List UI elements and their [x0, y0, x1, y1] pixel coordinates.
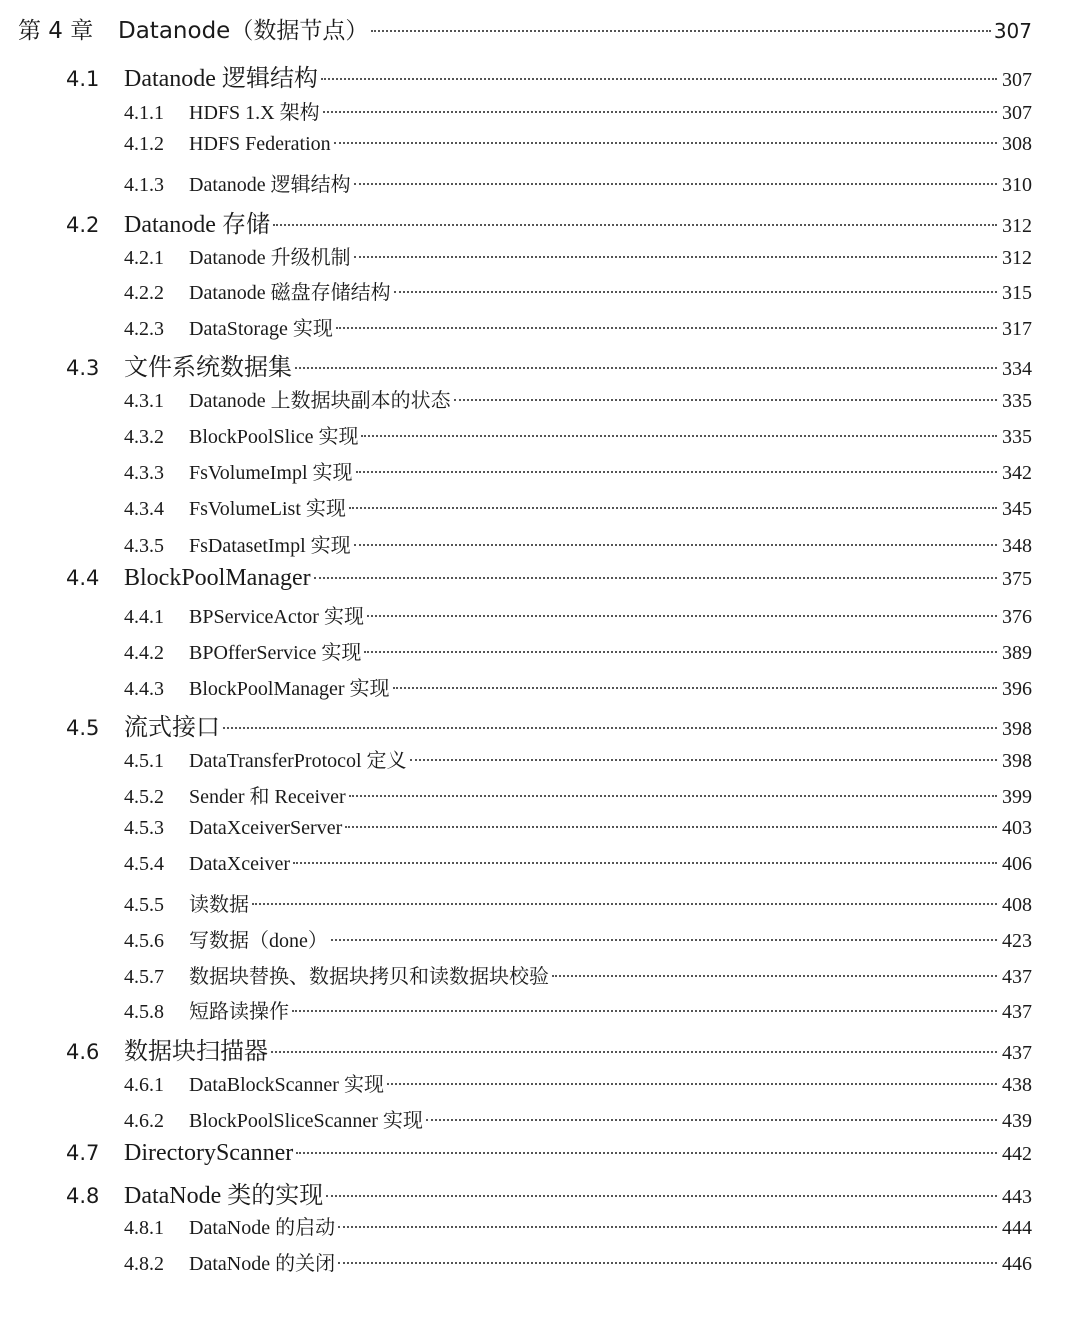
subsection-entry: [0, 924, 1032, 953]
dot-leader: [393, 687, 997, 689]
entry-title: BPServiceActor 实现: [189, 606, 364, 628]
dot-leader: [367, 615, 997, 617]
entry-number: 4.8: [66, 1184, 100, 1208]
entry-number: 4.3: [66, 356, 100, 380]
entry-title: DataNode 的启动: [189, 1217, 336, 1239]
subsection-entry: [0, 456, 1032, 485]
entry-title: Datanode 上数据块副本的状态: [189, 390, 451, 412]
entry-page-number: 437: [1002, 1001, 1032, 1023]
entry-page-number: 439: [1002, 1110, 1032, 1132]
subsection-entry: [0, 384, 1032, 413]
entry-title: DataBlockScanner 实现: [189, 1074, 384, 1096]
subsection-entry: [0, 995, 1032, 1024]
dot-leader: [354, 256, 997, 258]
entry-title: DataXceiver: [189, 853, 291, 875]
dot-leader: [338, 1262, 997, 1264]
subsection-entry: [0, 96, 1032, 125]
entry-page-number: 312: [1002, 215, 1032, 237]
entry-number: 4.4: [66, 566, 100, 590]
dot-leader: [271, 1051, 997, 1053]
entry-title: Datanode 逻辑结构: [189, 174, 351, 196]
entry-page-number: 375: [1002, 568, 1032, 590]
entry-number: 4.3.5: [124, 535, 164, 557]
subsection-entry: [0, 888, 1032, 917]
entry-title: 数据块扫描器: [124, 1039, 268, 1065]
entry-page-number: 398: [1002, 718, 1032, 740]
entry-number: 4.6: [66, 1040, 100, 1064]
subsection-entry: [0, 600, 1032, 629]
dot-leader: [410, 759, 997, 761]
dot-leader: [321, 78, 997, 80]
entry-number: 4.6.1: [124, 1074, 164, 1096]
dot-leader: [338, 1226, 997, 1228]
section-entry: [0, 1031, 1032, 1066]
entry-page-number: 307: [1002, 102, 1032, 124]
entry-page-number: 438: [1002, 1074, 1032, 1096]
entry-title: 数据块替换、数据块拷贝和读数据块校验: [189, 966, 549, 988]
section-entry: [0, 1140, 1032, 1167]
dot-leader: [454, 399, 997, 401]
entry-page-number: 345: [1002, 498, 1032, 520]
subsection-entry: [0, 636, 1032, 665]
entry-number: 4.2: [66, 213, 100, 237]
entry-number: 4.2.2: [124, 282, 164, 304]
entry-number: 4.1.3: [124, 174, 164, 196]
subsection-entry: [0, 1211, 1032, 1240]
dot-leader: [361, 435, 997, 437]
subsection-entry: [0, 817, 1032, 840]
entry-number: 4.5.5: [124, 894, 164, 916]
entry-number: 4.3.3: [124, 462, 164, 484]
subsection-entry: [0, 1104, 1032, 1133]
dot-leader: [345, 826, 997, 828]
entry-page-number: 335: [1002, 390, 1032, 412]
entry-page-number: 408: [1002, 894, 1032, 916]
entry-number: 4.5.3: [124, 817, 164, 839]
entry-number: 4.5.7: [124, 966, 164, 988]
entry-number: 4.7: [66, 1141, 100, 1165]
entry-page-number: 307: [1002, 69, 1032, 91]
dot-leader: [326, 1195, 997, 1197]
dot-leader: [273, 224, 997, 226]
entry-page-number: 403: [1002, 817, 1032, 839]
dot-leader: [354, 183, 997, 185]
entry-page-number: 406: [1002, 853, 1032, 875]
dot-leader: [295, 367, 997, 369]
dot-leader: [364, 651, 997, 653]
entry-number: 4.8.1: [124, 1217, 164, 1239]
entry-page-number: 334: [1002, 358, 1032, 380]
subsection-entry: [0, 744, 1032, 773]
entry-number: 4.3.1: [124, 390, 164, 412]
dot-leader: [314, 577, 997, 579]
entry-title: Datanode 逻辑结构: [124, 66, 318, 92]
chapter-number: 第 4 章: [18, 18, 94, 44]
subsection-entry: [0, 529, 1032, 558]
dot-leader: [426, 1119, 997, 1121]
entry-page-number: 389: [1002, 642, 1032, 664]
entry-page-number: 348: [1002, 535, 1032, 557]
entry-title: HDFS 1.X 架构: [189, 102, 320, 124]
entry-title: Datanode 磁盘存储结构: [189, 282, 391, 304]
entry-number: 4.2.3: [124, 318, 164, 340]
section-entry: [0, 347, 1032, 382]
entry-title: 短路读操作: [189, 1001, 289, 1023]
dot-leader: [336, 327, 997, 329]
entry-title: DataNode 类的实现: [124, 1183, 324, 1209]
dot-leader: [371, 30, 990, 32]
subsection-entry: [0, 960, 1032, 989]
dot-leader: [252, 903, 997, 905]
entry-number: 4.6.2: [124, 1110, 164, 1132]
entry-page-number: 446: [1002, 1253, 1032, 1275]
entry-number: 4.5.2: [124, 786, 164, 808]
section-entry: [0, 707, 1032, 742]
subsection-entry: [0, 312, 1032, 341]
entry-number: 4.1.1: [124, 102, 164, 124]
dot-leader: [293, 862, 997, 864]
entry-page-number: 317: [1002, 318, 1032, 340]
entry-title: FsVolumeList 实现: [189, 498, 346, 520]
entry-number: 4.4.3: [124, 678, 164, 700]
subsection-entry: [0, 133, 1032, 156]
entry-number: 4.4.1: [124, 606, 164, 628]
entry-page-number: 443: [1002, 1186, 1032, 1208]
entry-title: BlockPoolSliceScanner 实现: [189, 1110, 423, 1132]
entry-number: 4.5.6: [124, 930, 164, 952]
entry-title: BlockPoolManager: [124, 565, 311, 591]
entry-title: BlockPoolManager 实现: [189, 678, 390, 700]
entry-title: FsDatasetImpl 实现: [189, 535, 351, 557]
entry-page-number: 437: [1002, 1042, 1032, 1064]
dot-leader: [223, 727, 997, 729]
entry-number: 4.2.1: [124, 247, 164, 269]
entry-number: 4.3.2: [124, 426, 164, 448]
chapter-page: 307: [993, 19, 1032, 43]
subsection-entry: [0, 492, 1032, 521]
section-entry: [0, 204, 1032, 239]
entry-title: 写数据（done）: [189, 930, 328, 952]
chapter-title: Datanode（数据节点）: [118, 18, 369, 44]
entry-title: FsVolumeImpl 实现: [189, 462, 353, 484]
entry-title: DataNode 的关闭: [189, 1253, 336, 1275]
entry-number: 4.1: [66, 67, 100, 91]
entry-title: DataXceiverServer: [189, 817, 343, 839]
entry-page-number: 315: [1002, 282, 1032, 304]
entry-title: Sender 和 Receiver: [189, 786, 346, 808]
entry-number: 4.4.2: [124, 642, 164, 664]
subsection-entry: [0, 853, 1032, 876]
dot-leader: [349, 795, 997, 797]
dot-leader: [323, 111, 997, 113]
entry-title: Datanode 存储: [124, 212, 270, 238]
dot-leader: [394, 291, 997, 293]
entry-page-number: 342: [1002, 462, 1032, 484]
subsection-entry: [0, 241, 1032, 270]
subsection-entry: [0, 672, 1032, 701]
dot-leader: [354, 544, 997, 546]
subsection-entry: [0, 1247, 1032, 1276]
dot-leader: [356, 471, 997, 473]
entry-page-number: 376: [1002, 606, 1032, 628]
entry-page-number: 312: [1002, 247, 1032, 269]
entry-page-number: 396: [1002, 678, 1032, 700]
subsection-entry: [0, 420, 1032, 449]
entry-page-number: 442: [1002, 1143, 1032, 1165]
entry-page-number: 399: [1002, 786, 1032, 808]
entry-title: DataStorage 实现: [189, 318, 333, 340]
entry-title: DirectoryScanner: [124, 1140, 294, 1166]
entry-number: 4.1.2: [124, 133, 164, 155]
subsection-entry: [0, 276, 1032, 305]
dot-leader: [296, 1152, 997, 1154]
chapter-entry: [0, 12, 1032, 45]
entry-title: 读数据: [189, 894, 249, 916]
subsection-entry: [0, 780, 1032, 809]
dot-leader: [331, 939, 997, 941]
entry-page-number: 423: [1002, 930, 1032, 952]
subsection-entry: [0, 168, 1032, 197]
entry-number: 4.5.4: [124, 853, 164, 875]
entry-title: 文件系统数据集: [124, 355, 292, 381]
entry-page-number: 437: [1002, 966, 1032, 988]
entry-page-number: 335: [1002, 426, 1032, 448]
entry-number: 4.5.8: [124, 1001, 164, 1023]
entry-title: BPOfferService 实现: [189, 642, 362, 664]
entry-title: 流式接口: [124, 715, 220, 741]
entry-number: 4.8.2: [124, 1253, 164, 1275]
dot-leader: [334, 142, 997, 144]
entry-page-number: 398: [1002, 750, 1032, 772]
entry-number: 4.5.1: [124, 750, 164, 772]
entry-title: HDFS Federation: [189, 133, 331, 155]
section-entry: [0, 58, 1032, 93]
entry-title: Datanode 升级机制: [189, 247, 351, 269]
section-entry: [0, 1175, 1032, 1210]
entry-number: 4.5: [66, 716, 100, 740]
dot-leader: [292, 1010, 997, 1012]
entry-title: DataTransferProtocol 定义: [189, 750, 407, 772]
dot-leader: [552, 975, 997, 977]
entry-number: 4.3.4: [124, 498, 164, 520]
entry-page-number: 308: [1002, 133, 1032, 155]
subsection-entry: [0, 1068, 1032, 1097]
dot-leader: [387, 1083, 997, 1085]
dot-leader: [349, 507, 997, 509]
entry-page-number: 444: [1002, 1217, 1032, 1239]
entry-page-number: 310: [1002, 174, 1032, 196]
section-entry: [0, 565, 1032, 592]
entry-title: BlockPoolSlice 实现: [189, 426, 359, 448]
